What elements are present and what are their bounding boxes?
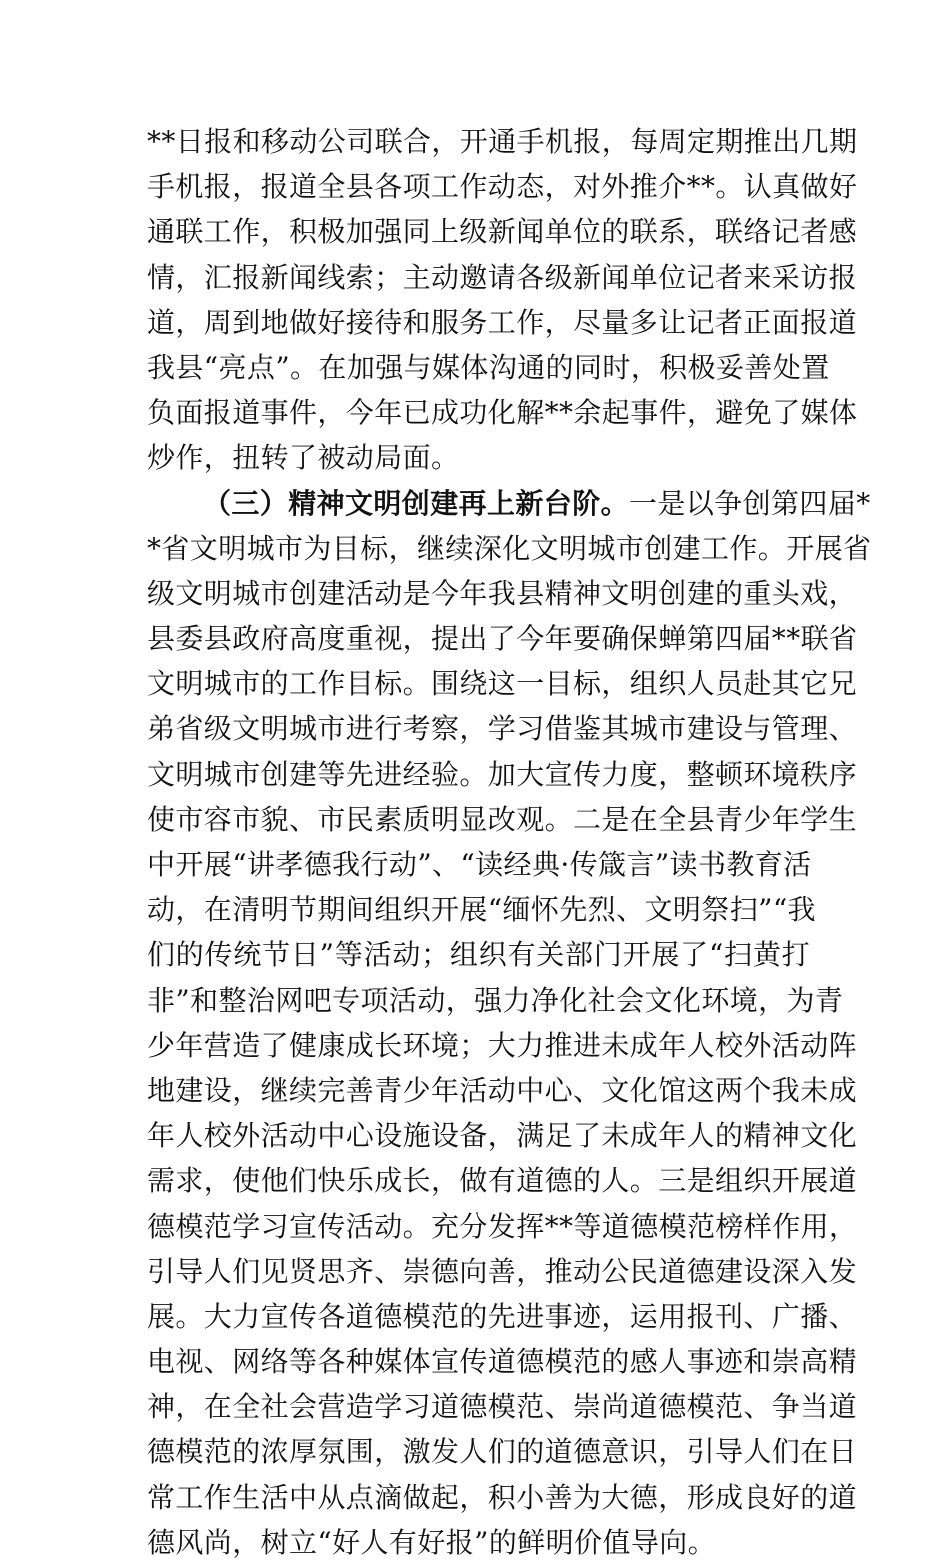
text-line: 负面报道事件，今年已成功化解**余起事件，避免了媒体: [147, 390, 810, 435]
text-line: 文明城市创建等先进经验。加大宣传力度，整顿环境秩序: [147, 752, 810, 797]
text-line: 需求，使他们快乐成长，做有道德的人。三是组织开展道: [147, 1158, 810, 1203]
text-line: 地建设，继续完善青少年活动中心、文化馆这两个我未成: [147, 1068, 810, 1113]
text-line: 年人校外活动中心设施设备，满足了未成年人的精神文化: [147, 1113, 810, 1158]
text-line: 少年营造了健康成长环境；大力推进未成年人校外活动阵: [147, 1023, 810, 1068]
text-line: 德模范学习宣传活动。充分发挥**等道德模范榜样作用，: [147, 1204, 810, 1249]
text-line: 文明城市的工作目标。围绕这一目标，组织人员赴其它兄: [147, 661, 810, 706]
text-line: 神，在全社会营造学习道德模范、崇尚道德模范、争当道: [147, 1384, 810, 1429]
text-line: 级文明城市创建活动是今年我县精神文明创建的重头戏，: [147, 571, 810, 616]
text-fragment: 一是以争创第四届*: [629, 487, 871, 520]
text-line: 中开展“讲孝德我行动”、“读经典·传箴言”读书教育活: [147, 842, 810, 887]
text-line: 常工作生活中从点滴做起，积小善为大德，形成良好的道: [147, 1475, 810, 1520]
text-line: 电视、网络等各种媒体宣传道德模范的感人事迹和崇高精: [147, 1339, 810, 1384]
text-line: **日报和移动公司联合，开通手机报，每周定期推出几期: [147, 119, 810, 164]
section-heading-line: [147, 481, 810, 526]
text-line: 动，在清明节期间组织开展“缅怀先烈、文明祭扫”“我: [147, 887, 810, 932]
paragraph-spiritual-civilization: [147, 481, 810, 1565]
text-line: 手机报，报道全县各项工作动态，对外推介**。认真做好: [147, 164, 810, 209]
text-line: 县委县政府高度重视，提出了今年要确保蝉第四届**联省: [147, 616, 810, 661]
text-line: 情，汇报新闻线索；主动邀请各级新闻单位记者来采访报: [147, 255, 810, 300]
text-line: 道，周到地做好接待和服务工作，尽量多让记者正面报道: [147, 300, 810, 345]
text-line: 炒作，扭转了被动局面。: [147, 435, 810, 480]
text-line: 通联工作，积极加强同上级新闻单位的联系，联络记者感: [147, 209, 810, 254]
paragraph-media-relations: [147, 119, 810, 481]
text-line: 引导人们见贤思齐、崇德向善，推动公民道德建设深入发: [147, 1249, 810, 1294]
document-body: [147, 119, 810, 1565]
text-line: 们的传统节日”等活动；组织有关部门开展了“扫黄打: [147, 932, 810, 977]
text-line: 非”和整治网吧专项活动，强力净化社会文化环境，为青: [147, 978, 810, 1023]
text-line: 德模范的浓厚氛围，激发人们的道德意识，引导人们在日: [147, 1429, 810, 1474]
text-line: 弟省级文明城市进行考察，学习借鉴其城市建设与管理、: [147, 706, 810, 751]
text-line: 使市容市貌、市民素质明显改观。二是在全县青少年学生: [147, 797, 810, 842]
text-line: 我县“亮点”。在加强与媒体沟通的同时，积极妥善处置: [147, 345, 810, 390]
text-line: 展。大力宣传各道德模范的先进事迹，运用报刊、广播、: [147, 1294, 810, 1339]
text-line: *省文明城市为目标，继续深化文明城市创建工作。开展省: [147, 526, 810, 571]
text-line: 德风尚，树立“好人有好报”的鲜明价值导向。: [147, 1520, 810, 1565]
section-heading: （三）精神文明创建再上新台阶。: [203, 487, 629, 520]
